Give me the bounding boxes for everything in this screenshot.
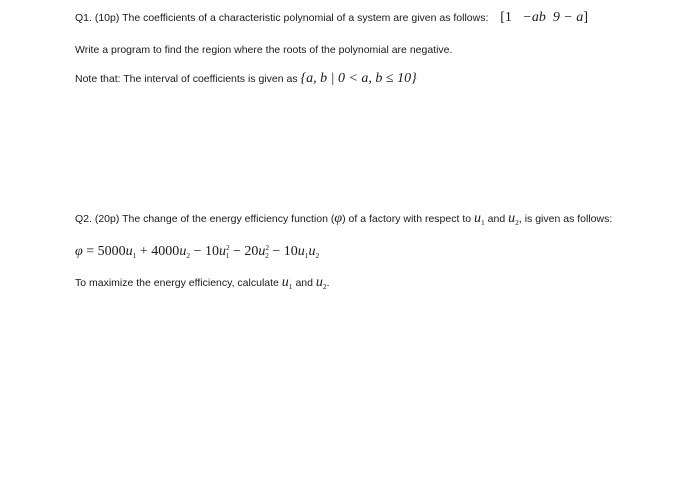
q2-heading-end: , is given as follows: xyxy=(518,213,613,225)
q2-task: To maximize the energy efficiency, calculate xyxy=(75,277,279,289)
q2-heading-mid: ) of a factory with respect to xyxy=(342,213,472,225)
q1-instruction: Write a program to find the region where the roots of the polynomial are negative. xyxy=(75,44,453,56)
q2-heading: Q2. (20p) The change of the energy efficiency function ( xyxy=(75,213,335,225)
q1-note: Note that: The interval of coefficients is given as xyxy=(75,73,298,85)
q2-task-line: To maximize the energy efficiency, calculate $u_1$ and $u_2$. xyxy=(75,275,330,291)
q2-var-u2: $u_2$ xyxy=(508,211,519,227)
q1-note-line xyxy=(75,72,417,86)
q2-task-u2: $u_2$ xyxy=(315,275,327,291)
q2-and: and xyxy=(487,213,506,225)
phi-symbol: φ xyxy=(334,211,343,226)
q1-interval: {a, b | 0 < a, b ≤ 10} xyxy=(300,71,417,86)
q2-task-u1: $u_1$ xyxy=(281,275,293,291)
q2-equation: $\varphi = 5000u_1 + 4000u_2 - 10u^2_1 - 20u^2_2 - 10u_1u_2$ xyxy=(75,243,320,260)
q1-heading-line xyxy=(75,11,588,25)
q2-heading-line xyxy=(75,212,612,230)
q2-task-and: and xyxy=(295,277,313,289)
q1-heading: Q1. (10p) The coefficients of a characteristic polynomial of a system are given as follows: xyxy=(75,12,489,24)
q1-vector: [1 −ab 9 − a] xyxy=(500,10,588,25)
q2-var-u1: $u_1$ xyxy=(474,211,485,227)
